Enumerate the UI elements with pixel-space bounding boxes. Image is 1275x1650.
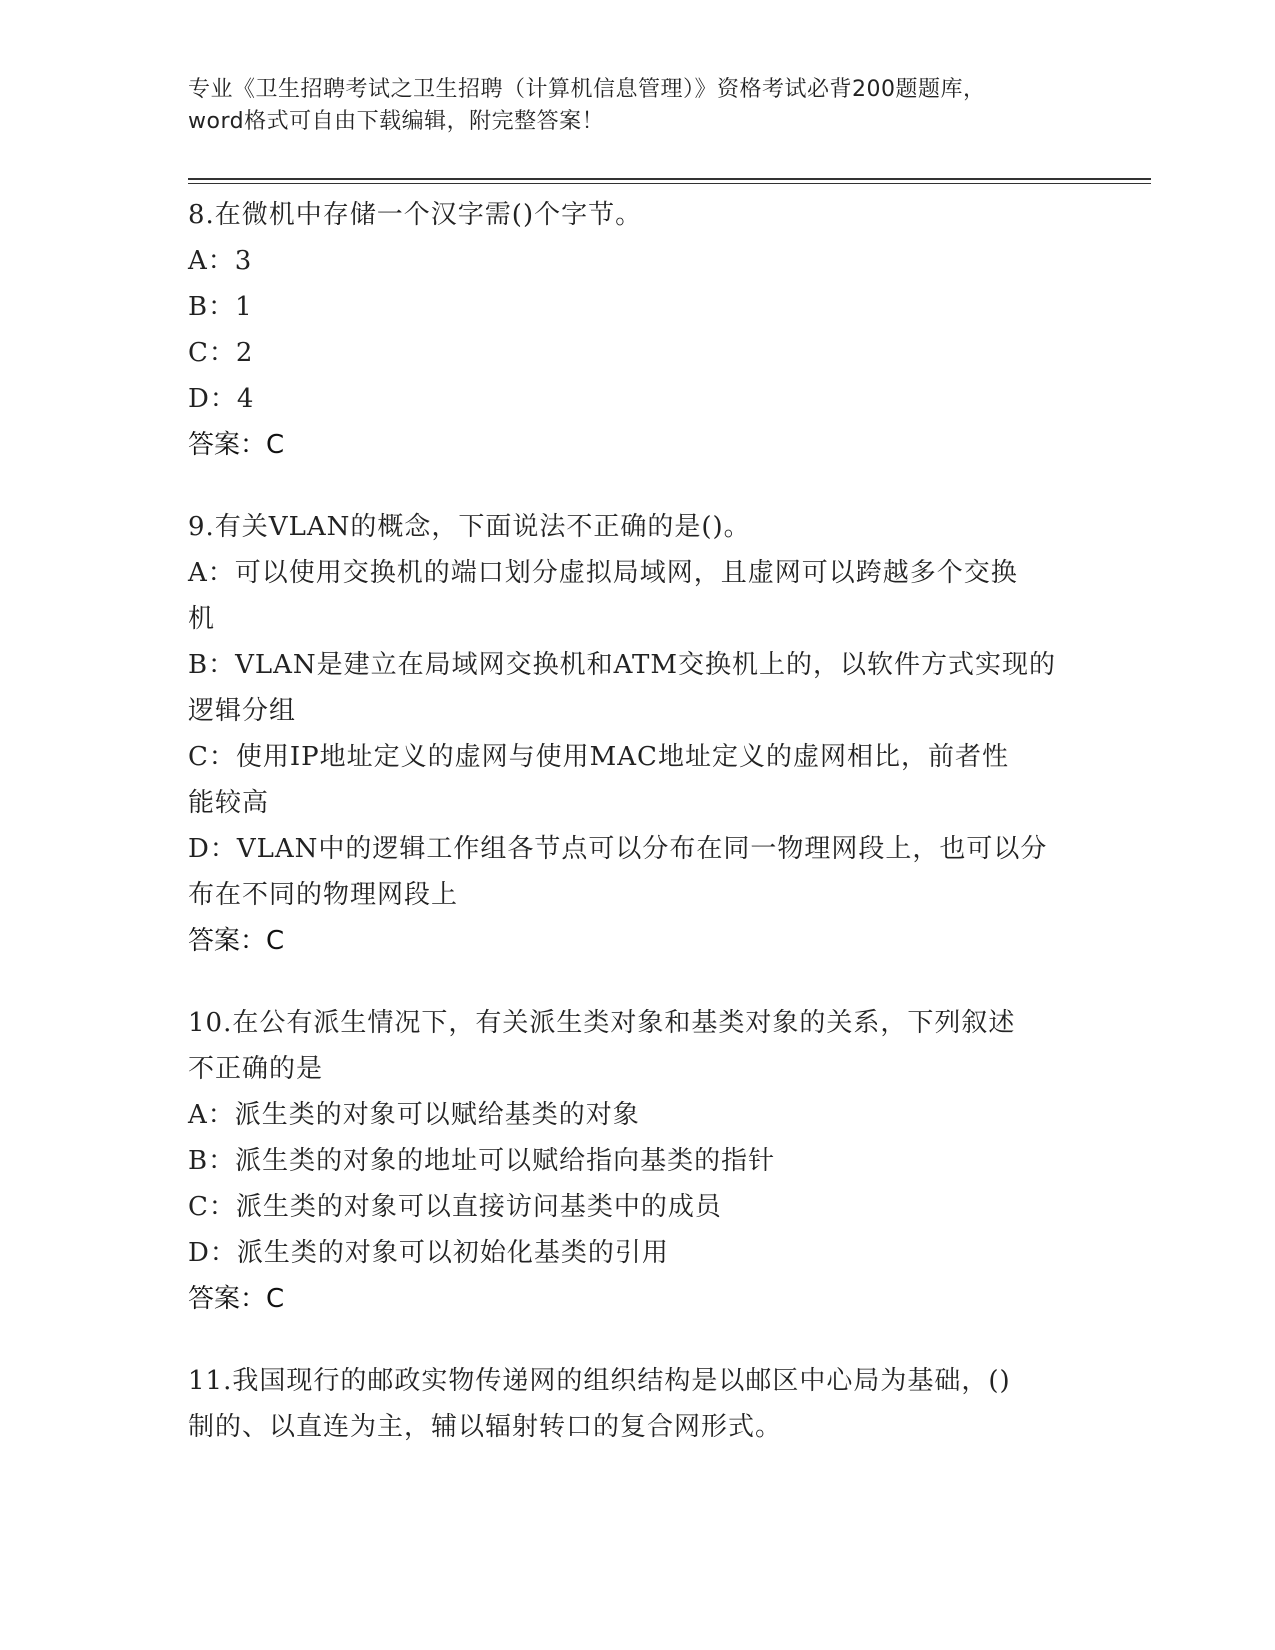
option-c: C：派生类的对象可以直接访问基类中的成员: [188, 1192, 722, 1222]
option-a: A：可以使用交换机的端口划分虚拟局域网，且虚网可以跨越多个交换: [188, 558, 1018, 588]
question-stem: 11.我国现行的邮政实物传递网的组织结构是以邮区中心局为基础，(): [188, 1366, 1011, 1396]
option-d: D：派生类的对象可以初始化基类的引用: [188, 1238, 669, 1268]
answer: 答案：C: [188, 926, 285, 956]
question-stem: 8.在微机中存储一个汉字需()个字节。: [188, 200, 643, 230]
option-b: B：VLAN是建立在局域网交换机和ATM交换机上的，以软件方式实现的: [188, 650, 1056, 680]
question-list: [188, 192, 1088, 1486]
option-d: D：4: [188, 384, 255, 414]
header-divider: [188, 178, 1151, 184]
option-a: A：3: [188, 246, 253, 276]
option-d: D：VLAN中的逻辑工作组各节点可以分布在同一物理网段上，也可以分: [188, 834, 1048, 864]
answer: 答案：C: [188, 1284, 285, 1314]
question-9: [188, 504, 1088, 964]
question-8: [188, 192, 1088, 468]
question-stem-continued: 不正确的是: [188, 1054, 324, 1084]
option-a-continued: 机: [188, 604, 216, 634]
option-b: B：1: [188, 292, 253, 322]
option-c-continued: 能较高: [188, 788, 270, 818]
question-stem: 9.有关VLAN的概念，下面说法不正确的是()。: [188, 512, 751, 542]
option-c: C：2: [188, 338, 254, 368]
question-11: [188, 1358, 1088, 1450]
option-b: B：派生类的对象的地址可以赋给指向基类的指针: [188, 1146, 776, 1176]
document-header: [188, 74, 1088, 138]
question-10: [188, 1000, 1088, 1322]
option-c: C：使用IP地址定义的虚网与使用MAC地址定义的虚网相比，前者性: [188, 742, 1009, 772]
question-stem: 10.在公有派生情况下，有关派生类对象和基类对象的关系，下列叙述: [188, 1008, 1016, 1038]
header-line-2: word格式可自由下载编辑，附完整答案！: [188, 109, 605, 134]
option-a: A：派生类的对象可以赋给基类的对象: [188, 1100, 640, 1130]
question-stem-continued: 制的、以直连为主，辅以辐射转口的复合网形式。: [188, 1412, 783, 1442]
option-d-continued: 布在不同的物理网段上: [188, 880, 459, 910]
option-b-continued: 逻辑分组: [188, 696, 297, 726]
header-line-1: 专业《卫生招聘考试之卫生招聘（计算机信息管理）》资格考试必背200题题库，: [188, 77, 986, 102]
answer: 答案：C: [188, 430, 285, 460]
